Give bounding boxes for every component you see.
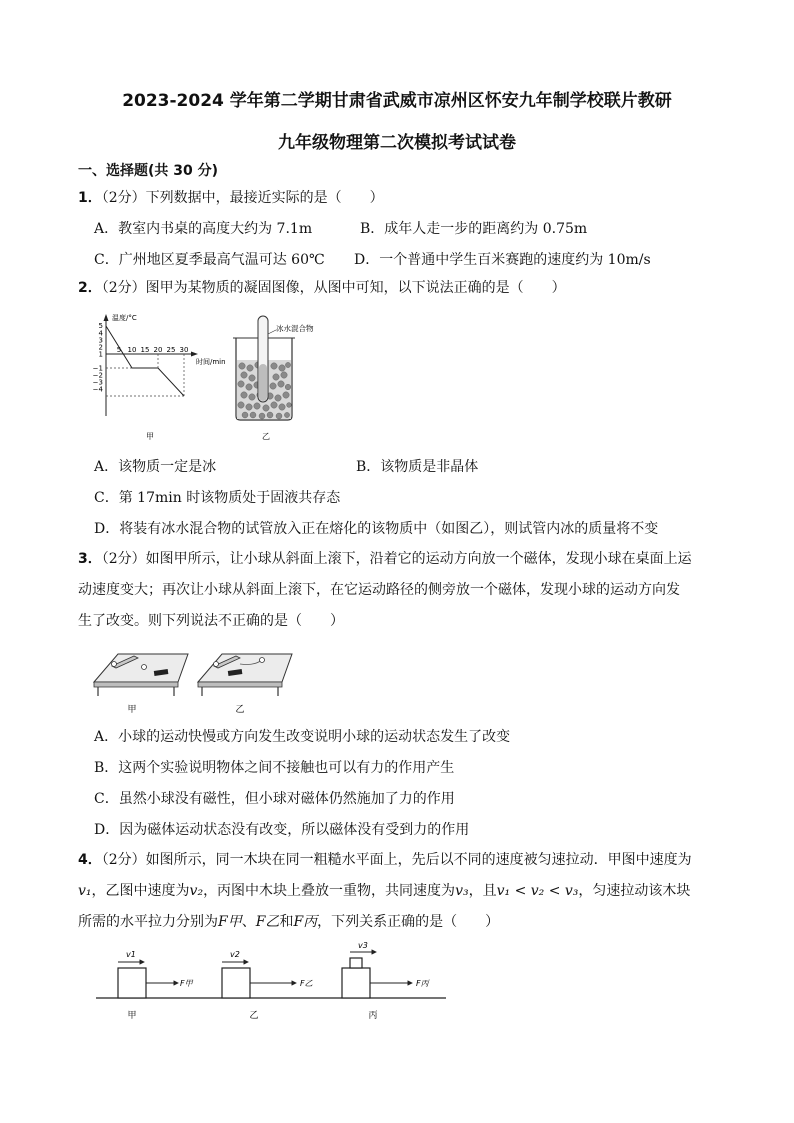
variable-v3: v₃ [455, 883, 469, 899]
block-jia [96, 950, 200, 1021]
q3-option-a[interactable]: A．小球的运动快慢或方向发生改变说明小球的运动状态发生了改变 [94, 729, 511, 745]
figure-label-jia: 甲 [127, 705, 137, 715]
y-axis-label: 温度/°C [112, 314, 137, 322]
block-bing [320, 941, 446, 1021]
y-tick-label: 1 [98, 350, 103, 359]
text-span: ，丙图中木块上叠放一重物，共同速度为 [203, 883, 456, 899]
x-axis-arrow-icon [191, 352, 198, 357]
question-number: 3． [78, 551, 102, 567]
block-yi [200, 950, 320, 1021]
q1-option-c[interactable]: C．广州地区夏季最高气温可达 60℃ [94, 252, 325, 268]
velocity-label: v1 [126, 950, 136, 959]
text-span: 和 [279, 914, 294, 930]
ball [214, 662, 219, 667]
y-tick-label: −3 [92, 378, 103, 387]
x-tick-label: 25 [166, 346, 176, 354]
x-tick-label: 10 [127, 346, 137, 354]
question-number: 2． [78, 280, 102, 296]
text-span: 所需的水平拉力分别为 [78, 914, 218, 930]
question-3-stem-line2: 动速度变大；再次让小球从斜面上滚下，在它运动路径的侧旁放一个磁体，发现小球的运动方向发 [78, 582, 680, 598]
y-tick-label: −1 [92, 364, 103, 373]
velocity-inequality: v₁ < v₂ < v₃ [496, 883, 579, 899]
question-score: （2分） [101, 551, 146, 567]
text-span: ，匀速拉动该木块 [578, 883, 691, 899]
force-label: F甲 [180, 979, 193, 988]
y-tick-label: 4 [98, 329, 103, 338]
figure-label-bing: 丙 [368, 1011, 378, 1021]
beaker-label: 冰水混合物 [276, 324, 314, 333]
figure-label-yi: 乙 [235, 705, 245, 715]
y-tick-label: −4 [92, 385, 103, 394]
q2-figure [92, 308, 332, 448]
question-2-stem [78, 278, 566, 298]
cooling-curve-line [106, 326, 184, 396]
q1-option-a[interactable]: A．教室内书桌的高度大约为 7.1m [94, 221, 313, 237]
y-tick-label: 5 [98, 322, 103, 330]
text-span: ，乙图中速度为 [91, 883, 190, 899]
question-4-stem [78, 850, 692, 870]
wood-block [118, 968, 146, 998]
variable-f-jia: F甲 [218, 914, 242, 930]
variable-f-bing: F丙 [293, 914, 318, 930]
force-label: F乙 [300, 979, 313, 988]
exam-title-line2: 九年级物理第二次模拟考试试卷 [278, 133, 516, 153]
x-tick-label: 15 [140, 346, 150, 354]
wood-block [342, 968, 370, 998]
question-number: 4． [78, 852, 102, 868]
question-score: （2分） [101, 190, 146, 206]
x-tick-label: 20 [153, 346, 163, 354]
text-span: ，且 [468, 883, 497, 899]
question-3-stem [78, 549, 692, 569]
q2-option-b[interactable]: B．该物质是非晶体 [356, 459, 479, 475]
figure-label-yi: 乙 [262, 432, 270, 441]
question-4-stem-line2 [78, 881, 690, 901]
q2-option-a[interactable]: A．该物质一定是冰 [94, 459, 217, 475]
text-span: ，下列关系正确的是（ ） [317, 914, 500, 930]
question-number: 1． [78, 190, 102, 206]
question-score: （2分） [101, 280, 146, 296]
variable-v1: v₁ [78, 883, 92, 899]
question-text: 如图甲所示，让小球从斜面上滚下，沿着它的运动方向放一个磁体，发现小球在桌面上运 [145, 551, 692, 567]
ball-path [142, 665, 147, 670]
q2-option-d[interactable]: D．将装有冰水混合物的试管放入正在熔化的该物质中（如图乙），则试管内冰的质量将不变 [94, 521, 659, 537]
figure-label-yi: 乙 [249, 1011, 259, 1021]
force-label: F丙 [416, 979, 429, 988]
table-edge [94, 682, 178, 687]
variable-v2: v₂ [189, 883, 204, 899]
q3-figure [90, 640, 330, 715]
weight [350, 958, 362, 968]
q3-option-b[interactable]: B．这两个实验说明物体之间不接触也可以有力的作用产生 [94, 760, 455, 776]
y-tick-label: −2 [92, 371, 103, 380]
y-axis-arrow-icon [104, 314, 109, 321]
question-4-stem-line3 [78, 912, 499, 932]
table-top [198, 654, 292, 682]
q1-option-b[interactable]: B．成年人走一步的距离约为 0.75m [360, 221, 588, 237]
q3-option-c[interactable]: C．虽然小球没有磁性，但小球对磁体仍然施加了力的作用 [94, 791, 455, 807]
leader-line [268, 330, 276, 334]
ramp-table-jia [94, 654, 188, 715]
ball [112, 662, 117, 667]
variable-f-yi: F乙 [255, 914, 280, 930]
exam-title-line1: 2023-2024 学年第二学期甘肃省武威市凉州区怀安九年制学校联片教研 [122, 91, 672, 111]
cooling-curve-graph [93, 313, 226, 441]
question-text: 下列数据中，最接近实际的是（ ） [145, 190, 384, 206]
y-tick-label: 3 [98, 336, 103, 345]
table-edge [198, 682, 282, 687]
x-tick-label: 5 [116, 346, 122, 354]
x-axis-label: 时间/min [196, 358, 226, 366]
ramp-table-yi [198, 654, 292, 715]
q1-option-d[interactable]: D．一个普通中学生百米赛跑的速度约为 10m/s [354, 252, 651, 268]
test-tube-contents [259, 364, 267, 401]
figure-label-jia: 甲 [146, 432, 154, 441]
table-top [94, 654, 188, 682]
q3-option-d[interactable]: D．因为磁体运动状态没有改变，所以磁体没有受到力的作用 [94, 822, 470, 838]
section-heading: 一、选择题(共 30 分) [78, 163, 219, 179]
q4-figure [96, 940, 456, 1025]
q2-option-c[interactable]: C．第 17min 时该物质处于固液共存态 [94, 490, 341, 506]
velocity-label: v3 [358, 941, 368, 950]
question-3-stem-line3: 生了改变。则下列说法不正确的是（ ） [78, 613, 344, 629]
figure-label-jia: 甲 [127, 1011, 137, 1021]
beaker-figure [233, 316, 314, 441]
x-tick-label: 30 [179, 346, 189, 354]
y-tick-label: 2 [98, 343, 103, 352]
question-1-stem [78, 188, 384, 208]
question-score: （2分） [101, 852, 146, 868]
velocity-label: v2 [230, 950, 240, 959]
question-text: 图甲为某物质的凝固图像，从图中可知，以下说法正确的是（ ） [145, 280, 566, 296]
question-text: 如图所示，同一木块在同一粗糙水平面上，先后以不同的速度被匀速拉动．甲图中速度为 [145, 852, 692, 868]
wood-block [222, 968, 250, 998]
text-span: 、 [241, 914, 256, 930]
